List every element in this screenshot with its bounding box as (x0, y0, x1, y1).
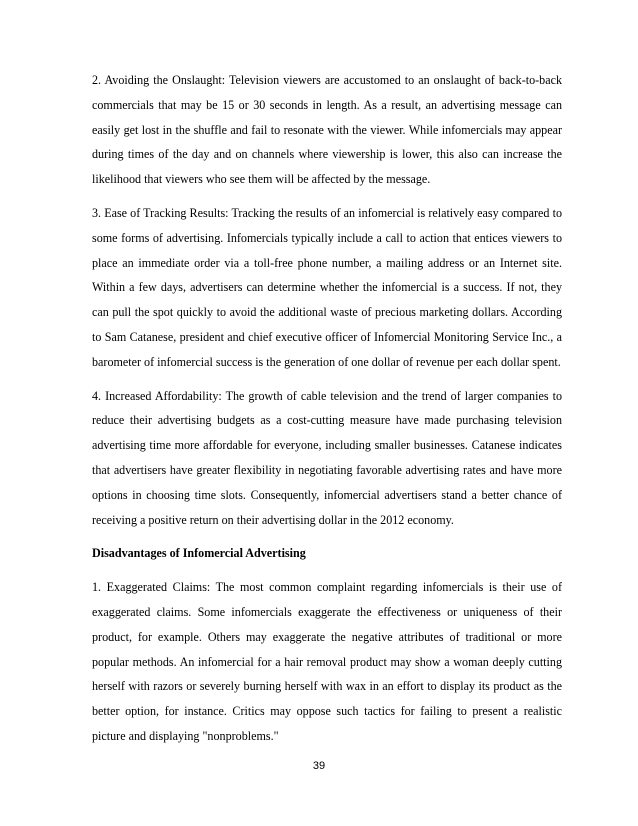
paragraph-increased-affordability: 4. Increased Affordability: The growth of cable television and the trend of larger companies to reduce their advertising budgets as a cost-cutting measure have made purchasing television advertising time more affordable for everyone, including smaller businesses. Catanese indicates that advertisers have greater flexibility in negotiating favorable advertising rates and have more options in choosing time slots. Consequently, infomercial advertisers stand a better chance of receiving a positive return on their advertising dollar in the 2012 economy. (92, 388, 562, 527)
paragraph-ease-of-tracking: 3. Ease of Tracking Results: Tracking the results of an infomercial is relatively easy compared to some forms of advertising. Infomercials typically include a call to action that entices viewers to place an immediate order via a toll-free phone number, a mailing address or an Internet site. Within a few days, advertisers can determine whether the infomercial is a success. If not, they can pull the spot quickly to avoid the additional waste of precious marketing dollars. According to Sam Catanese, president and chief executive officer of Infomercial Monitoring Service Inc., a barometer of infomercial success is the generation of one dollar of revenue per each dollar spent. (92, 205, 562, 369)
paragraph-exaggerated-claims: 1. Exaggerated Claims: The most common complaint regarding infomercials is their use of exaggerated claims. Some infomercials exaggerate the effectiveness or uniqueness of their product, for example. Others may exaggerate the negative attributes of traditional or more popular methods. An infomercial for a hair removal product may show a woman deeply cutting herself with razors or severely burning herself with wax in an effort to display its product as the better option, for instance. Critics may oppose such tactics for failing to present a realistic picture and displaying "nonproblems." (92, 580, 562, 743)
page-body (92, 68, 562, 758)
section-heading: Disadvantages of Infomercial Advertising (92, 546, 306, 561)
page-number: 39 (312, 760, 326, 772)
paragraph-avoiding-onslaught: 2. Avoiding the Onslaught: Television viewers are accustomed to an onslaught of back-to-back commercials that may be 15 or 30 seconds in length. As a result, an advertising message can easily get lost in the shuffle and fail to resonate with the viewer. While infomercials may appear during times of the day and on channels where viewership is lower, this also can increase the likelihood that viewers who see them will be affected by the message. (92, 73, 562, 187)
